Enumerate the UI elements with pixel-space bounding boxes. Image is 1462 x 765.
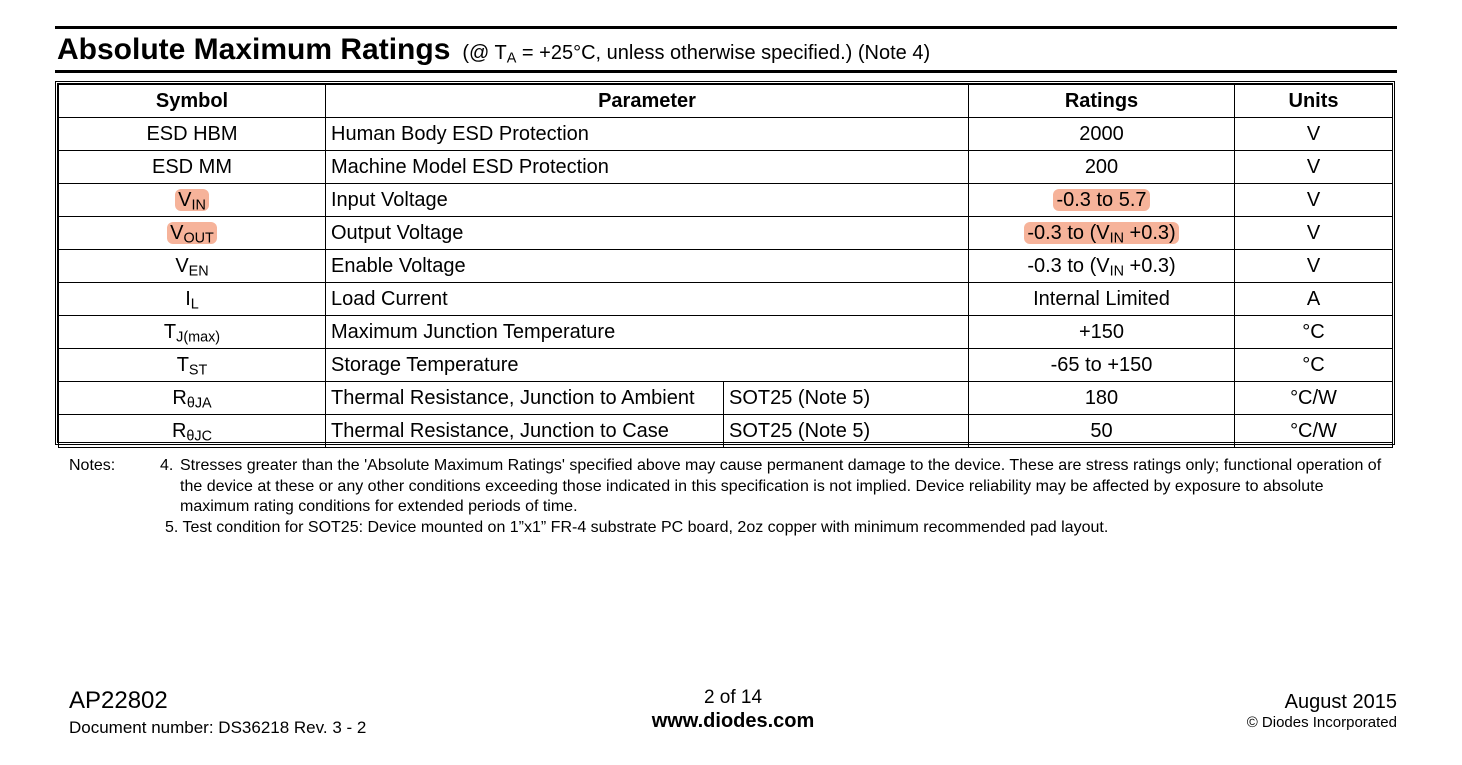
parameter-cell: Maximum Junction Temperature (326, 316, 969, 349)
package-cell: SOT25 (Note 5) (724, 415, 969, 448)
footer-left (69, 686, 366, 739)
title-rule-top (55, 26, 1397, 29)
rating-cell: +150 (969, 316, 1235, 349)
parameter-cell: Human Body ESD Protection (326, 118, 969, 151)
rating-cell: 200 (969, 151, 1235, 184)
title-rule-bottom (55, 70, 1397, 73)
symbol-cell: $T_{J(max)}$ (59, 316, 326, 349)
parameter-cell: Output Voltage (326, 217, 969, 250)
table-row (59, 250, 1393, 283)
table-header-row (59, 85, 1393, 118)
symbol-cell: $I_L$ (59, 283, 326, 316)
unit-cell: V (1235, 250, 1393, 283)
unit-cell: °C (1235, 316, 1393, 349)
rating-cell: 180 (969, 382, 1235, 415)
section-heading (57, 30, 1397, 70)
table-row (59, 415, 1393, 448)
parameter-cell: Machine Model ESD Protection (326, 151, 969, 184)
rating-cell: 50 (969, 415, 1235, 448)
symbol-cell (59, 217, 326, 250)
unit-cell: V (1235, 217, 1393, 250)
note-4-text: Stresses greater than the 'Absolute Maximum Ratings' specified above may cause permanent damage to the device. These are stress ratings only; functional operation of the device at these or any other conditions exceeding those indicated in this specification is not implied. Device reliability may be affected by exposure to absolute maximum rating conditions for extended periods of time. (180, 457, 1382, 515)
symbol-cell: ESD HBM (59, 118, 326, 151)
rating-cell: Internal Limited (969, 283, 1235, 316)
symbol-cell: $R_{\theta JA}$ (59, 382, 326, 415)
rating-cell: -0.3 to $(V_{IN} +0.3)$ (969, 250, 1235, 283)
header-parameter: Parameter (326, 85, 969, 118)
symbol-cell (59, 184, 326, 217)
notes-label: Notes: (69, 457, 116, 474)
table-row (59, 184, 1393, 217)
table-row (59, 217, 1393, 250)
header-symbol: Symbol (59, 85, 326, 118)
parameter-cell: Load Current (326, 283, 969, 316)
section-condition: (@ $T_A = +25^\circ C$, unless otherwise specified.) (Note 4) (462, 42, 931, 67)
parameter-cell: Input Voltage (326, 184, 969, 217)
website-link[interactable]: www.diodes.com (651, 710, 815, 732)
symbol-cell: $T_{ST}$ (59, 349, 326, 382)
rating-cell: 2000 (969, 118, 1235, 151)
ratings-table-frame (55, 81, 1395, 445)
parameter-cell: Enable Voltage (326, 250, 969, 283)
unit-cell: °C (1235, 349, 1393, 382)
unit-cell: V (1235, 118, 1393, 151)
ratings-table (58, 84, 1393, 448)
unit-cell: °C/W (1235, 382, 1393, 415)
rating-cell (969, 184, 1235, 217)
table-row (59, 382, 1393, 415)
section-title: Absolute Maximum Ratings (57, 33, 451, 66)
table-row (59, 151, 1393, 184)
table-row (59, 118, 1393, 151)
symbol-highlight: $V_{IN}$ (175, 189, 209, 211)
table-row (59, 316, 1393, 349)
symbol-cell: ESD MM (59, 151, 326, 184)
symbol-highlight: $V_{OUT}$ (167, 222, 217, 244)
rating-highlight: -0.3 to $(V_{IN} +0.3)$ (1024, 222, 1178, 244)
table-row (59, 349, 1393, 382)
rating-cell (969, 217, 1235, 250)
note-4 (160, 456, 1385, 518)
parameter-cell: Storage Temperature (326, 349, 969, 382)
footer-part-number: AP22802 (69, 687, 168, 714)
footer-right (1247, 690, 1397, 732)
rating-highlight: -0.3 to 5.7 (1053, 189, 1149, 211)
footer-center (600, 687, 866, 733)
header-ratings: Ratings (969, 85, 1235, 118)
symbol-cell: $V_{EN}$ (59, 250, 326, 283)
unit-cell: A (1235, 283, 1393, 316)
header-units: Units (1235, 85, 1393, 118)
rating-cell: -65 to +150 (969, 349, 1235, 382)
note-5: 5. Test condition for SOT25: Device mounted on 1”x1” FR-4 substrate PC board, 2oz copper with minimum recommended pad layout. (165, 519, 1109, 536)
unit-cell: V (1235, 151, 1393, 184)
parameter-cell: Thermal Resistance, Junction to Case (326, 415, 724, 448)
footer-date: August 2015 (1284, 691, 1397, 713)
parameter-cell: Thermal Resistance, Junction to Ambient (326, 382, 724, 415)
page-number: 2 of 14 (703, 687, 763, 708)
unit-cell: V (1235, 184, 1393, 217)
table-row (59, 283, 1393, 316)
footer-copyright: © Diodes Incorporated (1246, 714, 1397, 731)
package-cell: SOT25 (Note 5) (724, 382, 969, 415)
footer-document-number: Document number: DS36218 Rev. 3 - 2 (69, 718, 367, 737)
note-4-number: 4. (160, 457, 174, 474)
symbol-cell: $R_{\theta JC}$ (59, 415, 326, 448)
unit-cell: °C/W (1235, 415, 1393, 448)
